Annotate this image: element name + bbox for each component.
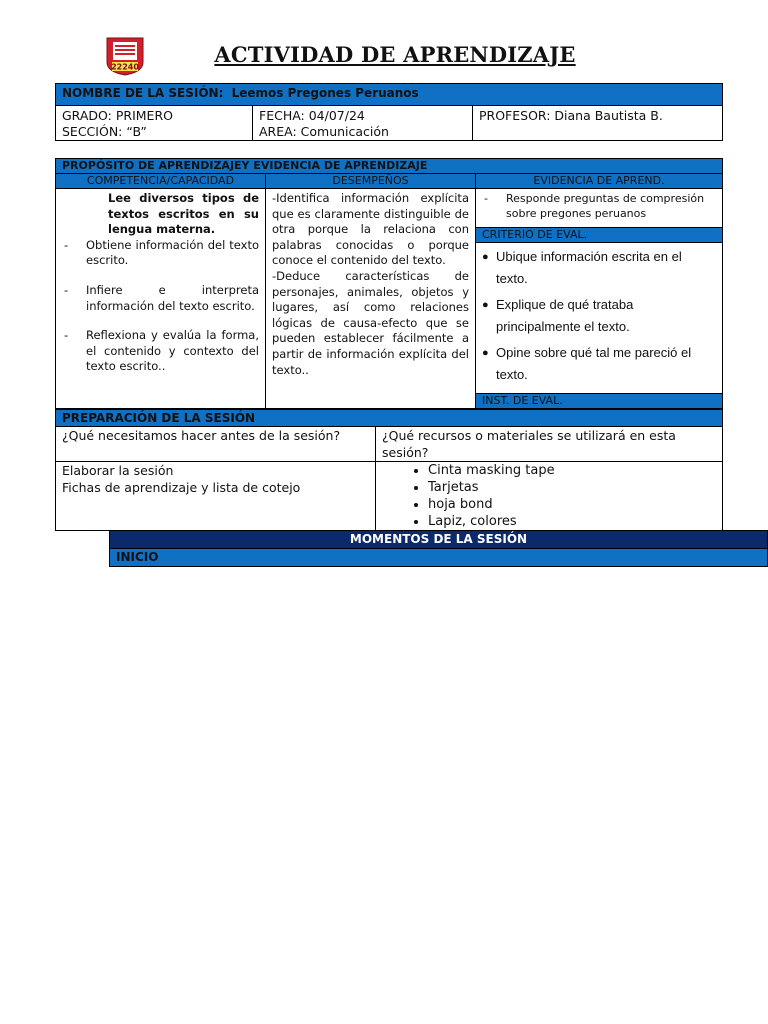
competencia-title: Lee diversos tipos de textos escritos en su lengua materna. <box>108 191 259 237</box>
profesor-text: PROFESOR: Diana Bautista B. <box>479 108 663 123</box>
seccion-text: SECCIÓN: “B” <box>62 124 147 139</box>
desempenos-cell <box>266 189 476 409</box>
logo-number: 22240 <box>111 62 139 72</box>
criterios-cell <box>476 243 723 394</box>
session-name-row <box>56 84 723 106</box>
preparation-table <box>55 409 723 531</box>
capacidad-item: - Obtiene información del texto escrito. <box>62 238 259 269</box>
evidencia-cell <box>476 189 723 228</box>
session-name-label: NOMBRE DE LA SESIÓN: <box>62 86 224 100</box>
grado-seccion-cell <box>56 106 253 141</box>
resource-item: • Lapiz, colores <box>428 513 722 530</box>
page-title: ACTIVIDAD DE APRENDIZAJE <box>214 42 576 67</box>
inst-label: INST. DE EVAL. <box>476 394 723 409</box>
col-desempenos-header: DESEMPEÑOS <box>266 174 476 189</box>
capacidad-item: - Infiere e interpreta información del texto escrito. <box>62 283 259 314</box>
before-cell <box>56 462 376 531</box>
grado-text: GRADO: PRIMERO <box>62 108 173 123</box>
resources-question: ¿Qué recursos o materiales se utilizará en esta sesión? <box>376 427 723 462</box>
moments-title: MOMENTOS DE LA SESIÓN <box>109 530 768 549</box>
profesor-cell <box>473 106 723 141</box>
col-competencia-header: COMPETENCIA/CAPACIDAD <box>56 174 266 189</box>
criterio-item: ● Ubique información escrita en el texto. <box>482 246 716 290</box>
col-evidencia-header: EVIDENCIA DE APREND. <box>476 174 723 189</box>
desempeno-2: -Deduce características de personajes, animales, objetos y lugares, así como relaciones lógicas de causa-efecto que se pueden establecer fácilmente a partir de información explícita del texto.. <box>272 268 469 377</box>
inicio-header: INICIO <box>109 549 768 567</box>
area-text: AREA: Comunicación <box>259 124 389 139</box>
before-question: ¿Qué necesitamos hacer antes de la sesión? <box>56 427 376 462</box>
capacidades-list <box>62 238 259 375</box>
preparation-title: PREPARACIÓN DE LA SESIÓN <box>56 410 723 427</box>
before-item: Elaborar la sesión <box>62 463 174 478</box>
fecha-text: FECHA: 04/07/24 <box>259 108 365 123</box>
desempeno-1: -Identifica información explícita que es claramente distinguible de otra porque la relaciona con palabras conocidas o porque conoce el contenido del texto. <box>272 191 469 268</box>
purpose-table <box>55 158 723 427</box>
resource-item: • hoja bond <box>428 496 722 513</box>
competencia-cell <box>56 189 266 409</box>
before-item: Fichas de aprendizaje y lista de cotejo <box>62 480 301 495</box>
evidencia-text: - Responde preguntas de compresión sobre pregones peruanos <box>482 191 716 221</box>
purpose-title: PROPÓSITO DE APRENDIZAJEY EVIDENCIA DE APRENDIZAJE <box>56 159 723 174</box>
capacidad-item: - Reflexiona y evalúa la forma, el contenido y contexto del texto escrito.. <box>62 328 259 375</box>
session-name-value: Leemos Pregones Peruanos <box>231 86 419 100</box>
criterio-item: ● Explique de qué trataba principalmente el texto. <box>482 294 716 338</box>
criterio-label: CRITERIO DE EVAL. <box>476 228 723 243</box>
resource-item: • Cinta masking tape <box>428 462 722 479</box>
fecha-area-cell <box>253 106 473 141</box>
resources-list <box>376 462 722 530</box>
resource-item: • Tarjetas <box>428 479 722 496</box>
criterio-item: ● Opine sobre qué tal me pareció el texto. <box>482 342 716 386</box>
resources-cell <box>376 462 723 531</box>
session-info-table <box>55 83 723 141</box>
